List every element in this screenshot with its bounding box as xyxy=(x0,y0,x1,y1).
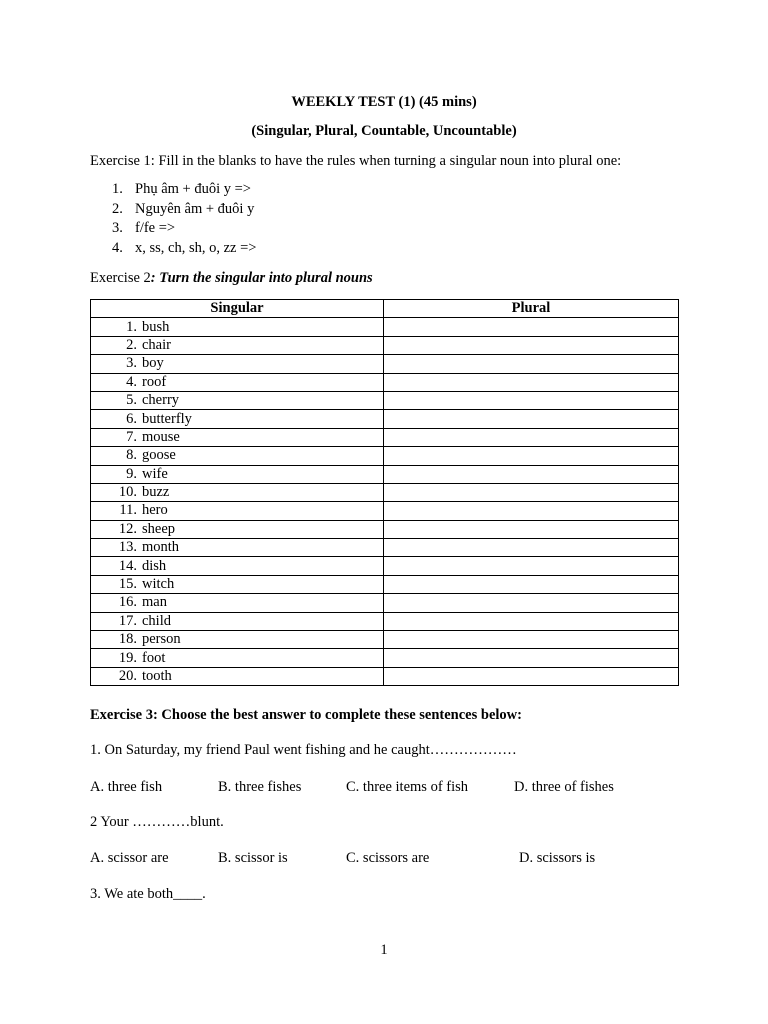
table-row xyxy=(91,594,679,612)
exercise2-label: Exercise 2 xyxy=(90,270,151,286)
singular-cell-content xyxy=(91,613,383,630)
singular-cell xyxy=(91,649,384,667)
plural-answer-cell[interactable] xyxy=(384,502,679,520)
row-number: 9. xyxy=(126,465,137,482)
exercise2-task: : Turn the singular into plural nouns xyxy=(150,270,373,286)
singular-cell-content xyxy=(91,484,383,501)
question-2-option-a: A. scissor are xyxy=(90,850,169,866)
singular-word: bush xyxy=(142,318,170,335)
plural-answer-cell[interactable] xyxy=(384,391,679,409)
plural-answer-cell[interactable] xyxy=(384,557,679,575)
row-number: 10. xyxy=(118,484,137,501)
singular-word: sheep xyxy=(142,520,176,537)
row-number: 17. xyxy=(118,612,137,629)
table-row xyxy=(91,355,679,373)
table-row xyxy=(91,336,679,354)
exercise3-instruction: Exercise 3: Choose the best answer to complete these sentences below: xyxy=(90,707,522,723)
plural-answer-cell[interactable] xyxy=(384,631,679,649)
singular-cell-content xyxy=(91,374,383,391)
singular-cell xyxy=(91,557,384,575)
row-number: 12. xyxy=(118,520,137,537)
plural-answer-cell[interactable] xyxy=(384,612,679,630)
plural-answer-cell[interactable] xyxy=(384,594,679,612)
table-row xyxy=(91,667,679,685)
singular-cell xyxy=(91,575,384,593)
row-number: 1. xyxy=(126,318,137,335)
plural-answer-cell[interactable] xyxy=(384,667,679,685)
question-1-option-a: A. three fish xyxy=(90,779,163,795)
singular-header: Singular xyxy=(91,300,384,318)
singular-cell xyxy=(91,539,384,557)
exercise1-instruction: Exercise 1: Fill in the blanks to have the rules when turning a singular noun into plural one: xyxy=(90,153,622,169)
table-row xyxy=(91,410,679,428)
row-number: 20. xyxy=(118,668,137,684)
exercise1-list xyxy=(112,180,256,258)
row-number: 16. xyxy=(118,594,137,611)
plural-answer-cell[interactable] xyxy=(384,465,679,483)
singular-cell xyxy=(91,428,384,446)
singular-word: person xyxy=(142,631,181,648)
plural-answer-cell[interactable] xyxy=(384,336,679,354)
singular-word: hero xyxy=(142,502,168,519)
row-number: 5. xyxy=(126,392,137,409)
list-item xyxy=(112,200,256,220)
singular-plural-table xyxy=(90,299,679,686)
singular-cell-content xyxy=(91,668,383,685)
plural-answer-cell[interactable] xyxy=(384,318,679,336)
plural-answer-cell[interactable] xyxy=(384,575,679,593)
singular-word: child xyxy=(142,612,171,629)
list-item-number: 3. xyxy=(112,220,123,236)
table-row xyxy=(91,428,679,446)
list-item-text: f/fe => xyxy=(135,220,176,236)
singular-word: cherry xyxy=(142,392,180,409)
singular-cell-content xyxy=(91,411,383,428)
plural-answer-cell[interactable] xyxy=(384,410,679,428)
singular-cell-content xyxy=(91,631,383,648)
singular-cell xyxy=(91,410,384,428)
singular-word: man xyxy=(142,594,167,611)
row-number: 6. xyxy=(126,410,137,427)
question-2-option-c: C. scissors are xyxy=(346,850,430,866)
plural-answer-cell[interactable] xyxy=(384,649,679,667)
plural-answer-cell[interactable] xyxy=(384,539,679,557)
list-item xyxy=(112,180,256,200)
list-item-text: x, ss, ch, sh, o, zz => xyxy=(135,239,257,256)
singular-word: goose xyxy=(142,447,176,464)
row-number: 18. xyxy=(118,631,137,648)
list-item xyxy=(112,219,256,239)
list-item-text: Phụ âm + đuôi y => xyxy=(135,181,251,197)
singular-word: chair xyxy=(142,336,171,353)
singular-word: foot xyxy=(142,649,166,666)
test-title: WEEKLY TEST (1) (45 mins) xyxy=(291,94,477,110)
singular-word: mouse xyxy=(142,428,180,445)
singular-cell-content xyxy=(91,502,383,519)
table-row xyxy=(91,631,679,649)
row-number: 2. xyxy=(126,336,137,353)
singular-cell xyxy=(91,465,384,483)
table-row xyxy=(91,318,679,336)
table-row xyxy=(91,465,679,483)
table-row xyxy=(91,557,679,575)
row-number: 7. xyxy=(126,428,137,445)
row-number: 13. xyxy=(118,539,137,556)
plural-answer-cell[interactable] xyxy=(384,483,679,501)
singular-word: month xyxy=(142,539,180,556)
table-row xyxy=(91,575,679,593)
list-item-number: 1. xyxy=(112,181,123,197)
table-row xyxy=(91,373,679,391)
table-row xyxy=(91,649,679,667)
question-1-option-b: B. three fishes xyxy=(218,779,302,795)
singular-cell-content xyxy=(91,539,383,556)
singular-cell-content xyxy=(91,594,383,611)
list-item xyxy=(112,239,256,259)
singular-cell xyxy=(91,318,384,336)
page-number: 1 xyxy=(380,942,388,958)
singular-cell xyxy=(91,612,384,630)
table-row xyxy=(91,502,679,520)
singular-cell xyxy=(91,373,384,391)
plural-answer-cell[interactable] xyxy=(384,428,679,446)
question-1-option-d: D. three of fishes xyxy=(514,779,614,795)
question-2-option-d: D. scissors is xyxy=(519,850,596,866)
exercise2-instruction xyxy=(90,270,373,287)
plural-answer-cell[interactable] xyxy=(384,373,679,391)
table-row xyxy=(91,391,679,409)
singular-word: witch xyxy=(142,576,175,593)
plural-answer-cell[interactable] xyxy=(384,355,679,373)
singular-word: boy xyxy=(142,355,164,372)
row-number: 14. xyxy=(118,557,137,574)
singular-word: buzz xyxy=(142,484,170,501)
singular-cell xyxy=(91,631,384,649)
singular-cell xyxy=(91,391,384,409)
singular-cell xyxy=(91,502,384,520)
question-1-option-c: C. three items of fish xyxy=(346,779,469,795)
singular-word: dish xyxy=(142,557,167,574)
singular-cell xyxy=(91,594,384,612)
singular-word: tooth xyxy=(142,668,172,684)
table-row xyxy=(91,539,679,557)
singular-word: butterfly xyxy=(142,410,192,427)
row-number: 3. xyxy=(126,355,137,372)
plural-answer-cell[interactable] xyxy=(384,447,679,465)
list-item-text: Nguyên âm + đuôi y xyxy=(135,200,255,217)
singular-cell-content xyxy=(91,447,383,464)
singular-cell-content xyxy=(91,337,383,354)
singular-cell xyxy=(91,667,384,685)
singular-cell-content xyxy=(91,650,383,667)
row-number: 15. xyxy=(118,576,137,593)
question-2-option-b: B. scissor is xyxy=(218,850,288,866)
table-row xyxy=(91,483,679,501)
question-3-text: 3. We ate both____. xyxy=(90,886,206,902)
singular-cell xyxy=(91,355,384,373)
singular-cell-content xyxy=(91,466,383,483)
table-header-row xyxy=(91,300,679,318)
row-number: 8. xyxy=(126,447,137,464)
singular-cell xyxy=(91,483,384,501)
table-row xyxy=(91,520,679,538)
singular-cell-content xyxy=(91,429,383,446)
list-item-number: 2. xyxy=(112,200,123,217)
row-number: 4. xyxy=(126,373,137,390)
singular-word: wife xyxy=(142,465,168,482)
question-1-text: 1. On Saturday, my friend Paul went fishing and he caught……………… xyxy=(90,742,517,758)
singular-cell xyxy=(91,520,384,538)
singular-cell xyxy=(91,447,384,465)
singular-cell-content xyxy=(91,558,383,575)
singular-cell xyxy=(91,336,384,354)
singular-cell-content xyxy=(91,319,383,336)
row-number: 11. xyxy=(119,502,137,519)
singular-cell-content xyxy=(91,576,383,593)
plural-answer-cell[interactable] xyxy=(384,520,679,538)
table-row xyxy=(91,612,679,630)
test-subtitle: (Singular, Plural, Countable, Uncountable) xyxy=(251,123,517,139)
singular-cell-content xyxy=(91,521,383,538)
question-2-text: 2 Your …………blunt. xyxy=(90,814,224,830)
singular-word: roof xyxy=(142,373,167,390)
singular-cell-content xyxy=(91,355,383,372)
table-row xyxy=(91,447,679,465)
list-item-number: 4. xyxy=(112,239,123,256)
row-number: 19. xyxy=(118,649,137,666)
plural-header: Plural xyxy=(384,300,679,318)
singular-cell-content xyxy=(91,392,383,409)
